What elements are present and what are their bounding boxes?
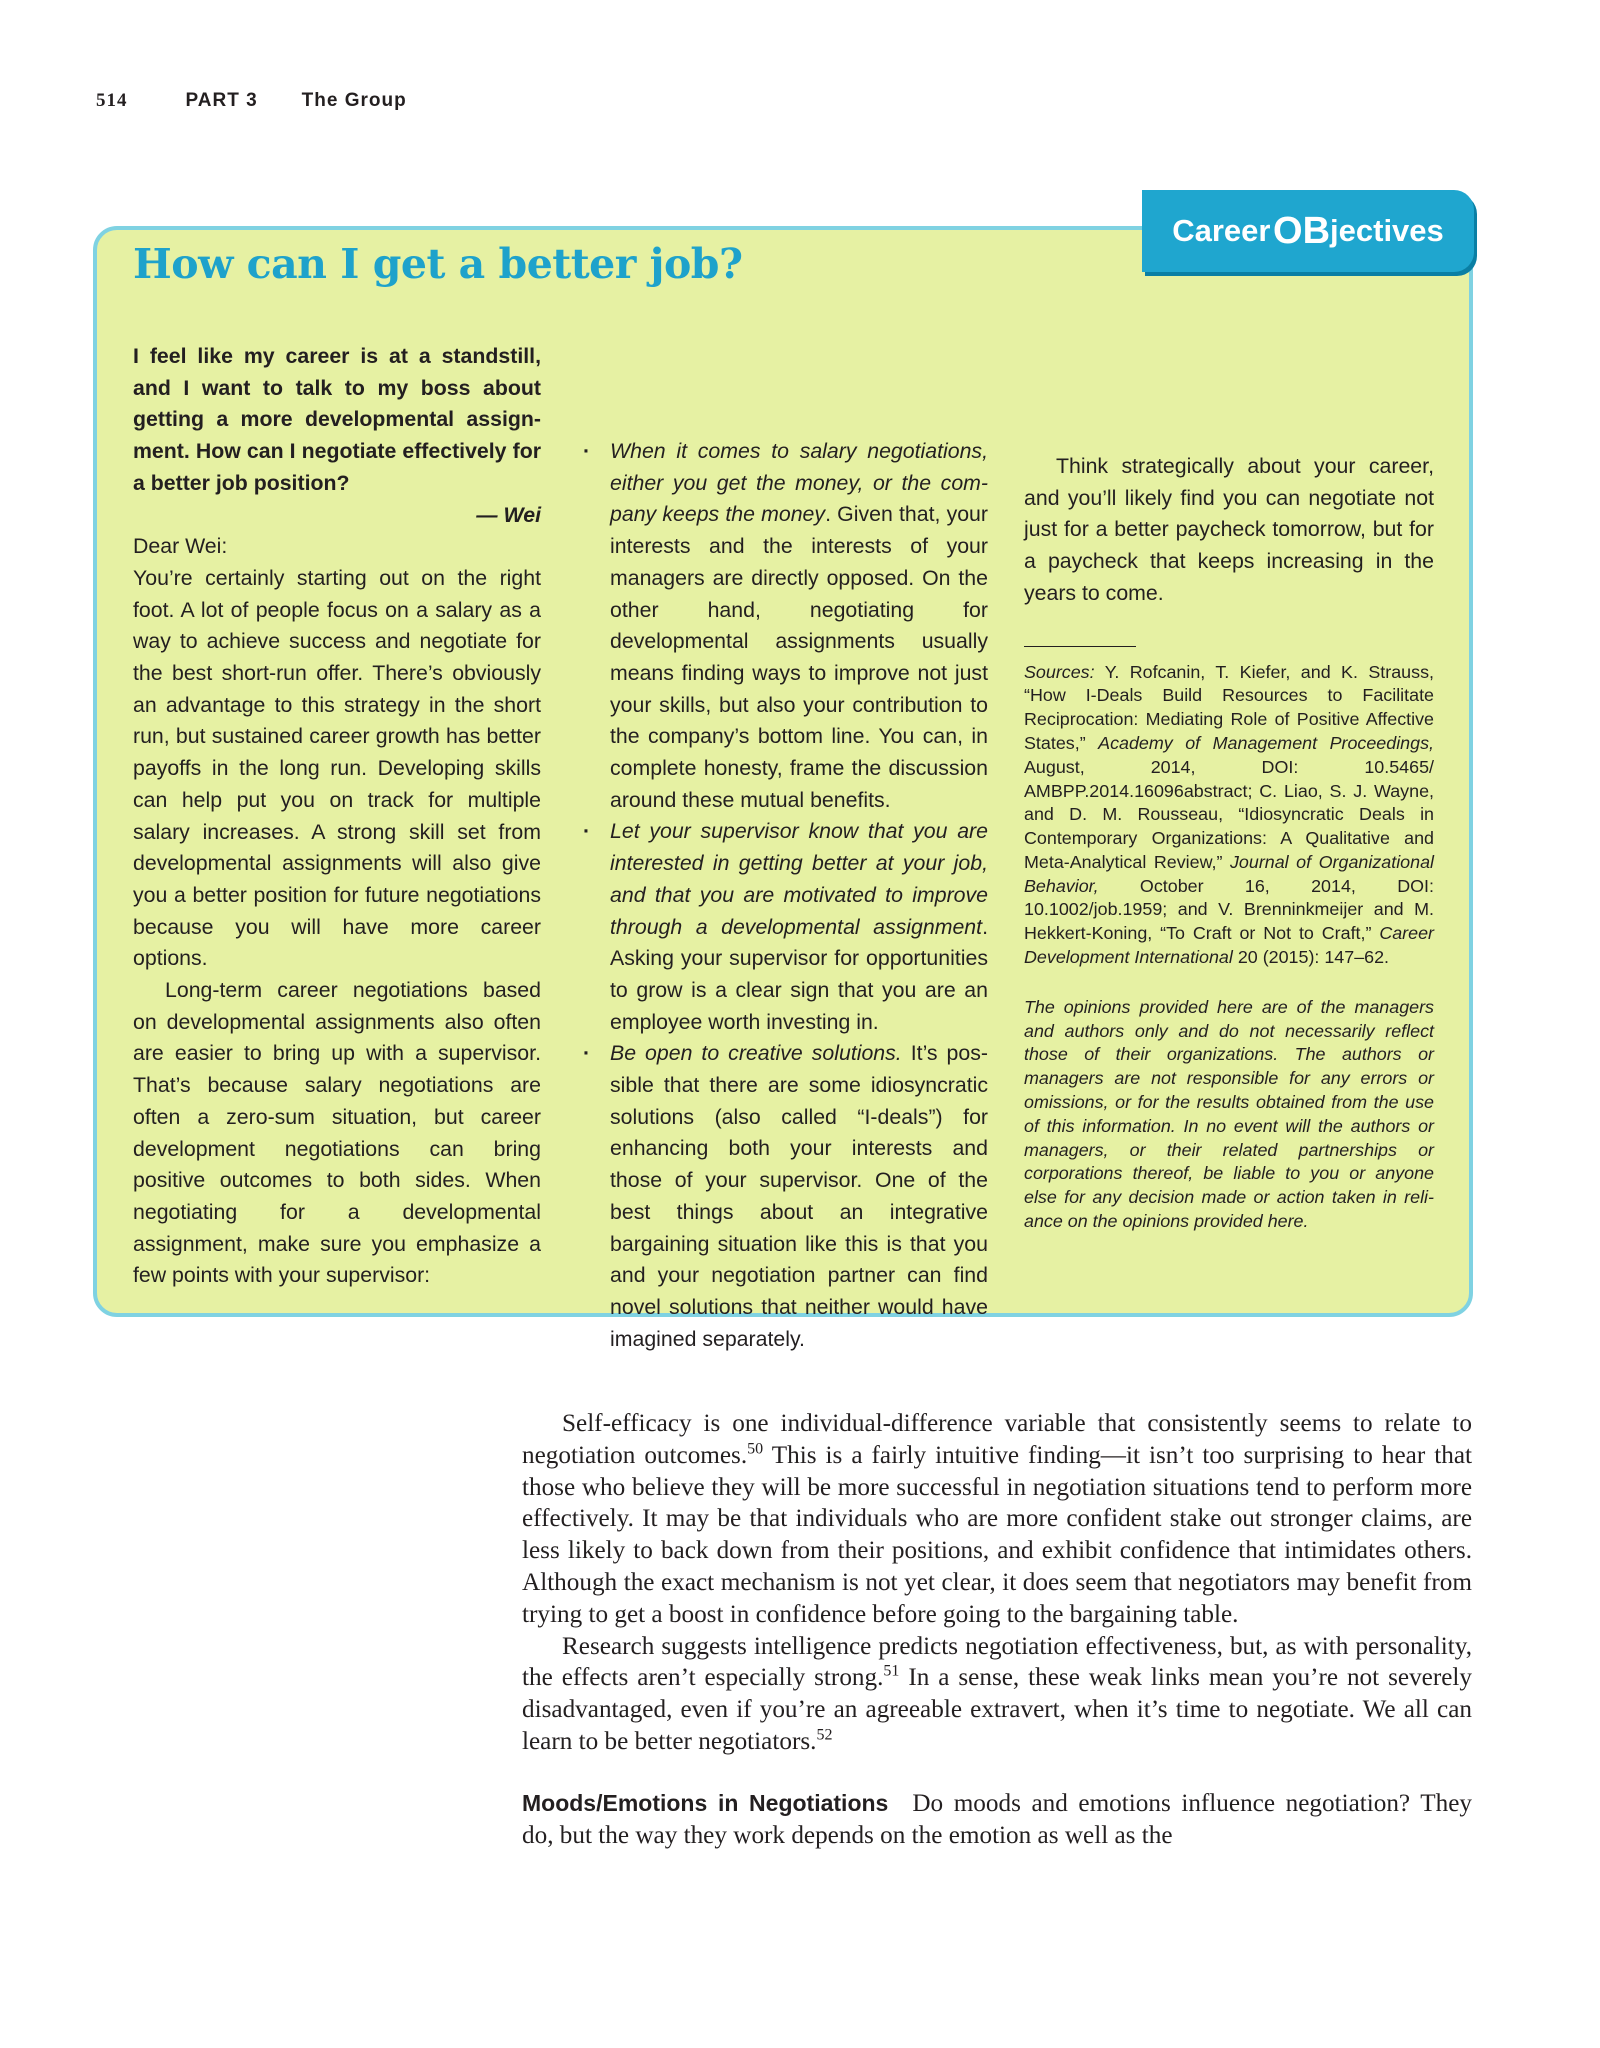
box-column-2: [578, 436, 988, 1355]
body-text-span: In a sense, these weak links mean you’re not severely disadvantaged, even if you’re an agreeable extravert, when it’s time to negotiate. We all can learn to be better negotiators.: [522, 1664, 1472, 1755]
body-text-span: Research suggests intelligence predicts negotiation effectiveness, but, as with personality, the effects aren’t especially strong.: [522, 1632, 1472, 1692]
sources-text: August, 2014, DOI: 10.5465/ AMBPP.2014.16096abstract; C. Liao, S. J. Wayne, and D. M. Rousseau, “Idiosyncratic Deals in Contemporary Organizations: A Qualitative and Meta-Analytical Review,”: [1024, 756, 1434, 872]
closing-paragraph: Think strategically about your career, and you’ll likely find you can negotiate not just for a better paycheck tomorrow, but for a paycheck that keeps increasing in the years to come.: [1024, 454, 1434, 605]
part-label: PART 3: [185, 90, 258, 111]
advice-list: [578, 436, 988, 1355]
salutation: Dear Wei:: [133, 534, 228, 559]
part-title: The Group: [301, 90, 407, 111]
sources-rule: [1024, 646, 1136, 647]
footnote-ref: 50: [747, 1440, 764, 1458]
sources-journal: Career Development International: [1024, 923, 1434, 968]
advice-text: It’s possible that there are some idiosyncratic solutions (also called “I-deals”) for enhancing both your interests and those of your supervisor. One of the best things about an integrative bargaining situation like this is that you and your negotiation partner can find novel solutions that neither would have imagined separately.: [610, 1041, 988, 1351]
advice-lead: Let your supervisor know that you are interested in getting better at your job, and that you are motivated to improve through a developmental assignment: [610, 819, 988, 939]
footnote-ref: 52: [816, 1726, 833, 1744]
reader-question: I feel like my career is at a standstill, and I want to talk to my boss about getting a more developmental assignment. How can I negotiate effectively for a better job position?: [133, 344, 541, 495]
body-paragraph-1: [522, 1408, 1472, 1631]
tab-label-ob: OB: [1273, 209, 1331, 252]
advice-lead: Be open to creative solutions.: [610, 1041, 902, 1066]
sources-text: October 16, 2014, DOI: 10.1002/job.1959; and V. Brenninkmeijer and M. Hekkert-Koning, “To Craft or Not to Craft,”: [1024, 875, 1434, 944]
sources-journal: Academy of Management Proceedings,: [1098, 732, 1434, 753]
sources-journal: Journal of Organizational Behavior,: [1024, 851, 1434, 896]
body-text-span: Do moods and emotions influence negotiation? They do, but the way they work depends on the emotion as well as the: [522, 1789, 1472, 1849]
body-text-span: This is a fairly intuitive finding—it isn’t too surprising to hear that those who believe they will be more successful in negotiation situations tend to perform more effectively. It may be that individuals who are more confident stake out stronger claims, are less likely to back down from their positions, and exhibit confidence that intimidates others. Although the exact mechanism is not yet clear, it does seem that negotiators may benefit from trying to get a boost in confidence before going to the bargaining table.: [522, 1441, 1473, 1628]
main-body-text: [522, 1408, 1472, 1851]
advice-item: [578, 816, 988, 1038]
advice-item: [578, 1038, 988, 1355]
sources-text: 20 (2015): 147–62.: [1232, 947, 1390, 968]
body-paragraph-2: [522, 1631, 1472, 1758]
sources-text: Y. Rofcanin, T. Kiefer, and K. Strauss, “How I-Deals Build Resources to Facilitate Reciprocation: Mediating Role of Positive Affective States,”: [1024, 661, 1434, 753]
advice-text: . Asking your supervisor for opportunities to grow is a clear sign that you are an employee worth investing in.: [610, 914, 988, 1034]
reader-signature: — Wei: [476, 502, 541, 527]
body-text-span: Self-efficacy is one individual-difference variable that consistently seems to relate to negotiation outcomes.: [522, 1410, 1472, 1469]
sources-note: [1024, 661, 1434, 970]
footnote-ref: 51: [883, 1662, 900, 1680]
box-column-3: [1024, 451, 1434, 1234]
advice-item: [578, 436, 988, 816]
body-paragraph-3: [522, 1788, 1472, 1852]
section-subhead: Moods/Emotions in Negotiations: [522, 1789, 889, 1816]
page-number: 514: [96, 90, 128, 111]
tab-label-pre: Career: [1172, 213, 1271, 248]
answer-paragraph-2: Long-term career negotiations based on developmental assignments also often are easier to bring up with a supervisor. That’s because salary negotiations are often a zero-sum situation, but career development negotiations can bring positive outcomes to both sides. When negotiating for a developmental assignment, make sure you emphasize a few points with your supervisor:: [133, 978, 541, 1288]
answer-paragraph-1: You’re certainly starting out on the right foot. A lot of people focus on a salary as a way to achieve success and negotiate for the best short-run offer. There’s obviously an advantage to this strategy in the short run, but sustained career growth has better payoffs in the long run. Developing skills can help put you on track for multiple salary increases. A strong skill set from developmental assignments will also give you a better position for future negotiations because you will have more career options.: [133, 565, 541, 971]
advice-lead: When it comes to salary negotiations, either you get the money, or the company keeps the money: [610, 439, 988, 527]
running-head: [96, 90, 407, 112]
career-objectives-tab: [1142, 190, 1474, 272]
box-title: How can I get a better job?: [133, 240, 743, 288]
tab-label-post: jectives: [1330, 213, 1444, 248]
sources-label: Sources:: [1024, 661, 1095, 682]
box-column-1: [133, 341, 541, 1292]
disclaimer-note: The opinions provided here are of the managers and authors only and do not necessarily reflect those of their organizations. The authors or managers are not responsible for any errors or omissions, or for the results obtained from the use of this information. In no event will the authors or managers, or their related partnerships or corporations thereof, be liable to you or anyone else for any decision made or action taken in reliance on the opinions provided here.: [1024, 996, 1434, 1232]
advice-text: . Given that, your interests and the interests of your managers are directly opposed. On the other hand, negotiating for developmental assignments usually means finding ways to improve not just your skills, but also your contribution to the company’s bottom line. You can, in complete honesty, frame the discussion around these mutual benefits.: [610, 502, 988, 812]
